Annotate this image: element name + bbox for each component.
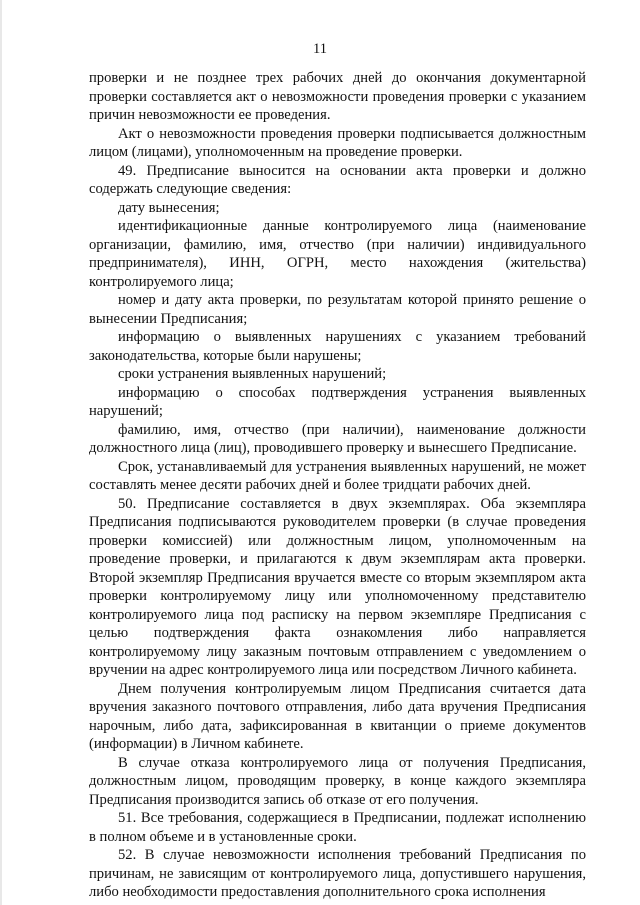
list-item-act-number: номер и дату акта проверки, по результатам которой принято решение о вынесении Предписания;	[89, 292, 586, 327]
list-item-deadlines: сроки устранения выявленных нарушений;	[118, 366, 387, 382]
paragraph-refusal: В случае отказа контролируемого лица от получения Предписания, должностным лицом, проводящим проверку, в конце каждого экземпляра Предписания производится запись об отказе от его получения.	[89, 754, 586, 808]
scan-edge	[0, 0, 2, 905]
page-number: 11	[313, 41, 327, 57]
list-item-confirmation-methods: информацию о способах подтверждения устранения выявленных нарушений;	[89, 384, 586, 419]
paragraph-clause-49: 49. Предписание выносится на основании акта проверки и должно содержать следующие сведения:	[89, 162, 586, 197]
list-item-issue-date: дату вынесения;	[118, 199, 220, 216]
paragraph-clause-51: 51. Все требования, содержащиеся в Предписании, подлежат исполнению в полном объеме и в установленные сроки.	[89, 810, 586, 845]
paragraph-clause-50: 50. Предписание составляется в двух экземплярах. Оба экземпляра Предписания подписываются руководителем проверки (в случае проведения проверки комиссией) или должностным лицом, уполномоченным на проведение проверки, и прилагаются к двум экземплярам акта проверки. Второй экземпляр Предписания вручается вместе со вторым экземпляром акта проверки контролируемому лицу или уполномоченному представителю контролируемого лица под расписку на первом экземпляре Предписания с целью подтверждения факта ознакомления либо направляется контролируемому лицу заказным почтовым отправлением с уведомлением о вручении на адрес контролируемого лица или посредством Личного кабинета.	[89, 495, 586, 678]
document-body	[89, 69, 586, 902]
list-item-identification-data: идентификационные данные контролируемого лица (наименование организации, фамилию, имя, отчество (при наличии) индивидуального предпринимателя), ИНН, ОГРН, место нахождения (жительства) контролируемого лица;	[89, 218, 586, 290]
list-item-violations-info: информацию о выявленных нарушениях с указанием требований законодательства, которые были нарушены;	[89, 329, 586, 364]
paragraph-deadline-term: Срок, устанавливаемый для устранения выявленных нарушений, не может составлять менее десяти рабочих дней и более тридцати рабочих дней.	[89, 458, 586, 493]
paragraph-clause-52: 52. В случае невозможности исполнения требований Предписания по причинам, не зависящим от контролируемого лица, допустившего нарушения, либо необходимости предоставления дополнительного срока исполнения	[89, 847, 586, 900]
list-item-official-name: фамилию, имя, отчество (при наличии), наименование должности должностного лица (лиц), проводившего проверку и вынесшего Предписание.	[89, 421, 586, 456]
paragraph-continuation: проверки и не позднее трех рабочих дней до окончания документарной проверки составляется акт о невозможности проведения проверки с указанием причин невозможности ее проведения.	[89, 70, 586, 123]
paragraph-receipt-date: Днем получения контролируемым лицом Предписания считается дата вручения заказного почтового отправления, либо дата вручения Предписания нарочным, либо дата, зафиксированная в квитанции о приеме документов (информации) в Личном кабинете.	[89, 680, 586, 752]
paragraph-act-signing: Акт о невозможности проведения проверки подписывается должностным лицом (лицами), уполномоченным на проведение проверки.	[89, 125, 586, 160]
